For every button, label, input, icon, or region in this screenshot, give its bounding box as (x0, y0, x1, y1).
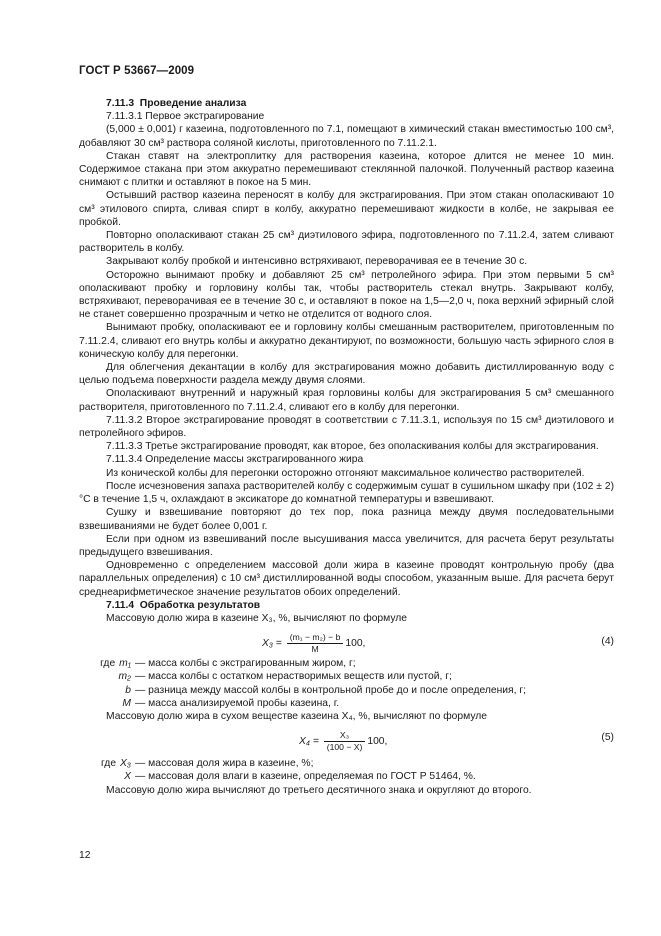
legend-symbol-text: X₃ (120, 758, 131, 770)
subsection-heading: 7.11.3.4 Определение массы экстрагированного жира (106, 454, 364, 466)
legend-description: — масса анализируемой пробы казеина, г. (135, 697, 340, 709)
section-title: Обработка результатов (139, 599, 261, 611)
formula-lhs: X₄ = (299, 736, 319, 748)
formula-tail: 100, (367, 736, 388, 748)
paragraph: Массовую долю жира вычисляют до третьего десятичного знака и округляют до второго. (106, 784, 532, 796)
paragraph: Одновременно с определением массовой доли жира в казеине проводят контрольную пробу (два параллельных определения) с 10 см³ дистиллированной воды способом, указанным выше. Для расчета берут среднеарифметическое значение результатов обоих определений. (79, 560, 614, 598)
paragraph: 7.11.3.3 Третье экстрагирование проводят, как второе, без ополаскивания колбы для экстрагирования. (106, 441, 599, 453)
formula-legend (79, 757, 614, 783)
formula-denominator: (100 − X) (326, 742, 363, 753)
legend-symbol-text: X (124, 771, 131, 783)
paragraph: Осторожно вынимают пробку и добавляют 25 см³ петролейного эфира. При этом первыми 5 см³ ополаскивают пробку и горловину колбы так, чтобы растворитель стекал внутрь. Закрывают колбу, встряхивают, переворачивая ее в течение 30 с, и оставляют в покое на 1,5—2,0 ч, пока верхний эфирный слой не станет совершенно прозрачным и четко не отделится от водного слоя. (79, 269, 614, 321)
legend-description: — масса колбы с экстрагированным жиром, г; (135, 658, 356, 670)
legend-symbol-text: M (122, 697, 131, 709)
legend-symbol (79, 697, 131, 710)
legend-symbol-text: b (125, 684, 131, 696)
formula-fraction (324, 730, 366, 753)
paragraph: Стакан ставят на электроплитку для растворения казеина, которое длится не менее 10 мин. Содержимое стакана при этом аккуратно перемешивают стеклянной палочкой. Полученный раствор казеина снимают с плитки и оставляют в покое на 5 мин. (79, 150, 614, 189)
paragraph: Повторно ополаскивают стакан 25 см³ диэтилового эфира, подготовленного по 7.11.2.4, затем сливают растворитель в колбу. (79, 230, 614, 255)
formula-denominator: M (311, 644, 319, 655)
formula-numerator: (m₁ − m₂) − b (287, 632, 344, 644)
paragraph: 7.11.3.2 Второе экстрагирование проводят в соответствии с 7.11.3.1, используя по 15 см³ диэтилового и петролейного эфиров. (79, 414, 614, 440)
formula-legend (79, 657, 614, 710)
legend-prefix: где (101, 758, 117, 770)
formula-tail: 100, (345, 638, 366, 650)
legend-symbol-text: m₂ (118, 671, 131, 683)
formula-intro: Массовую долю жира в сухом веществе казеина X₄, %, вычисляют по формуле (106, 710, 487, 722)
section-title: Проведение анализа (139, 98, 247, 109)
formula-4 (79, 625, 614, 657)
paragraph: Для облегчения декантации в колбу для экстрагирования можно добавить дистиллированную воду с целью подъема поверхности раздела между двумя слоями. (79, 362, 614, 387)
paragraph: Закрывают колбу пробкой и интенсивно встряхивают, переворачивая ее в течение 30 с. (106, 256, 528, 268)
paragraph: Ополаскивают внутренний и наружный края горловины колбы для экстрагирования 5 см³ смешанного растворителя, приготовленного по 7.11.2.4, сливают его в колбу для перегонки. (79, 388, 614, 413)
legend-symbol (79, 684, 131, 697)
formula-lhs: X₃ = (262, 638, 282, 650)
legend-description: — массовая доля влаги в казеине, определяемая по ГОСТ Р 51464, %. (135, 771, 476, 783)
paragraph: Сушку и взвешивание повторяют до тех пор, пока разница между двумя последовательными взвешиваниями не будет более 0,001 г. (79, 507, 614, 532)
legend-symbol (79, 757, 131, 770)
legend-row (79, 684, 614, 697)
section-number: 7.11.3 (106, 98, 135, 109)
legend-symbol (79, 657, 131, 670)
formula-number: (5) (601, 732, 614, 744)
paragraph: Остывший раствор казеина переносят в колбу для экстрагирования. При этом стакан ополаскивают 10 см³ этилового спирта, сливая спирт в колбу, аккуратно перемешивают жидкости в колбе, не закрывая ее пробкой. (79, 190, 614, 228)
legend-row (79, 670, 614, 683)
legend-row (79, 697, 614, 710)
paragraph: Вынимают пробку, ополаскивают ее и горловину колбы смешанным растворителем, приготовленным по 7.11.2.4, сливают его внутрь колбы и аккуратно декантируют, по возможности, большую часть эфирного слоя в коническую колбу для перегонки. (79, 322, 614, 360)
formula-fraction (287, 632, 344, 655)
page-number: 12 (79, 850, 91, 861)
legend-symbol (79, 770, 131, 783)
legend-symbol (79, 670, 131, 683)
paragraph: Из конической колбы для перегонки осторожно отгоняют максимальное количество растворителей. (106, 467, 585, 479)
document-body (79, 97, 614, 797)
document-header: ГОСТ Р 53667—2009 (79, 65, 195, 77)
formula-5 (79, 723, 614, 757)
legend-symbol-text: m₁ (119, 658, 131, 670)
formula-number: (4) (601, 636, 614, 648)
formula-numerator: X₃ (324, 730, 366, 742)
legend-row (79, 770, 614, 783)
section-heading (106, 97, 614, 110)
legend-prefix: где (100, 658, 116, 670)
formula-intro: Массовую долю жира в казеине X₃, %, вычисляют по формуле (106, 612, 408, 624)
legend-description: — разница между массой колбы в контрольной пробе до и после определения, г; (135, 684, 526, 696)
section-number: 7.11.4 (106, 599, 135, 611)
section-heading (106, 599, 614, 612)
subsection-heading: 7.11.3.1 Первое экстрагирование (106, 111, 265, 123)
legend-row (79, 657, 614, 670)
paragraph: (5,000 ± 0,001) г казеина, подготовленного по 7.1, помещают в химический стакан вместимостью 100 см³, добавляют 30 см³ раствора соляной кислоты, приготовленного по 7.11.2.1. (79, 124, 614, 149)
legend-description: — масса колбы с остатком нерастворимых веществ или пустой, г; (135, 671, 452, 683)
legend-row (79, 757, 614, 770)
legend-description: — массовая доля жира в казеине, %; (135, 758, 314, 770)
paragraph: Если при одном из взвешиваний после высушивания масса увеличится, для расчета берут результаты предыдущего взвешивания. (79, 533, 614, 558)
paragraph: После исчезновения запаха растворителей колбу с содержимым сушат в сушильном шкафу при (102 ± 2) °С в течение 1,5 ч, охлаждают в эксикаторе до комнатной температуры и взвешивают. (79, 480, 614, 506)
